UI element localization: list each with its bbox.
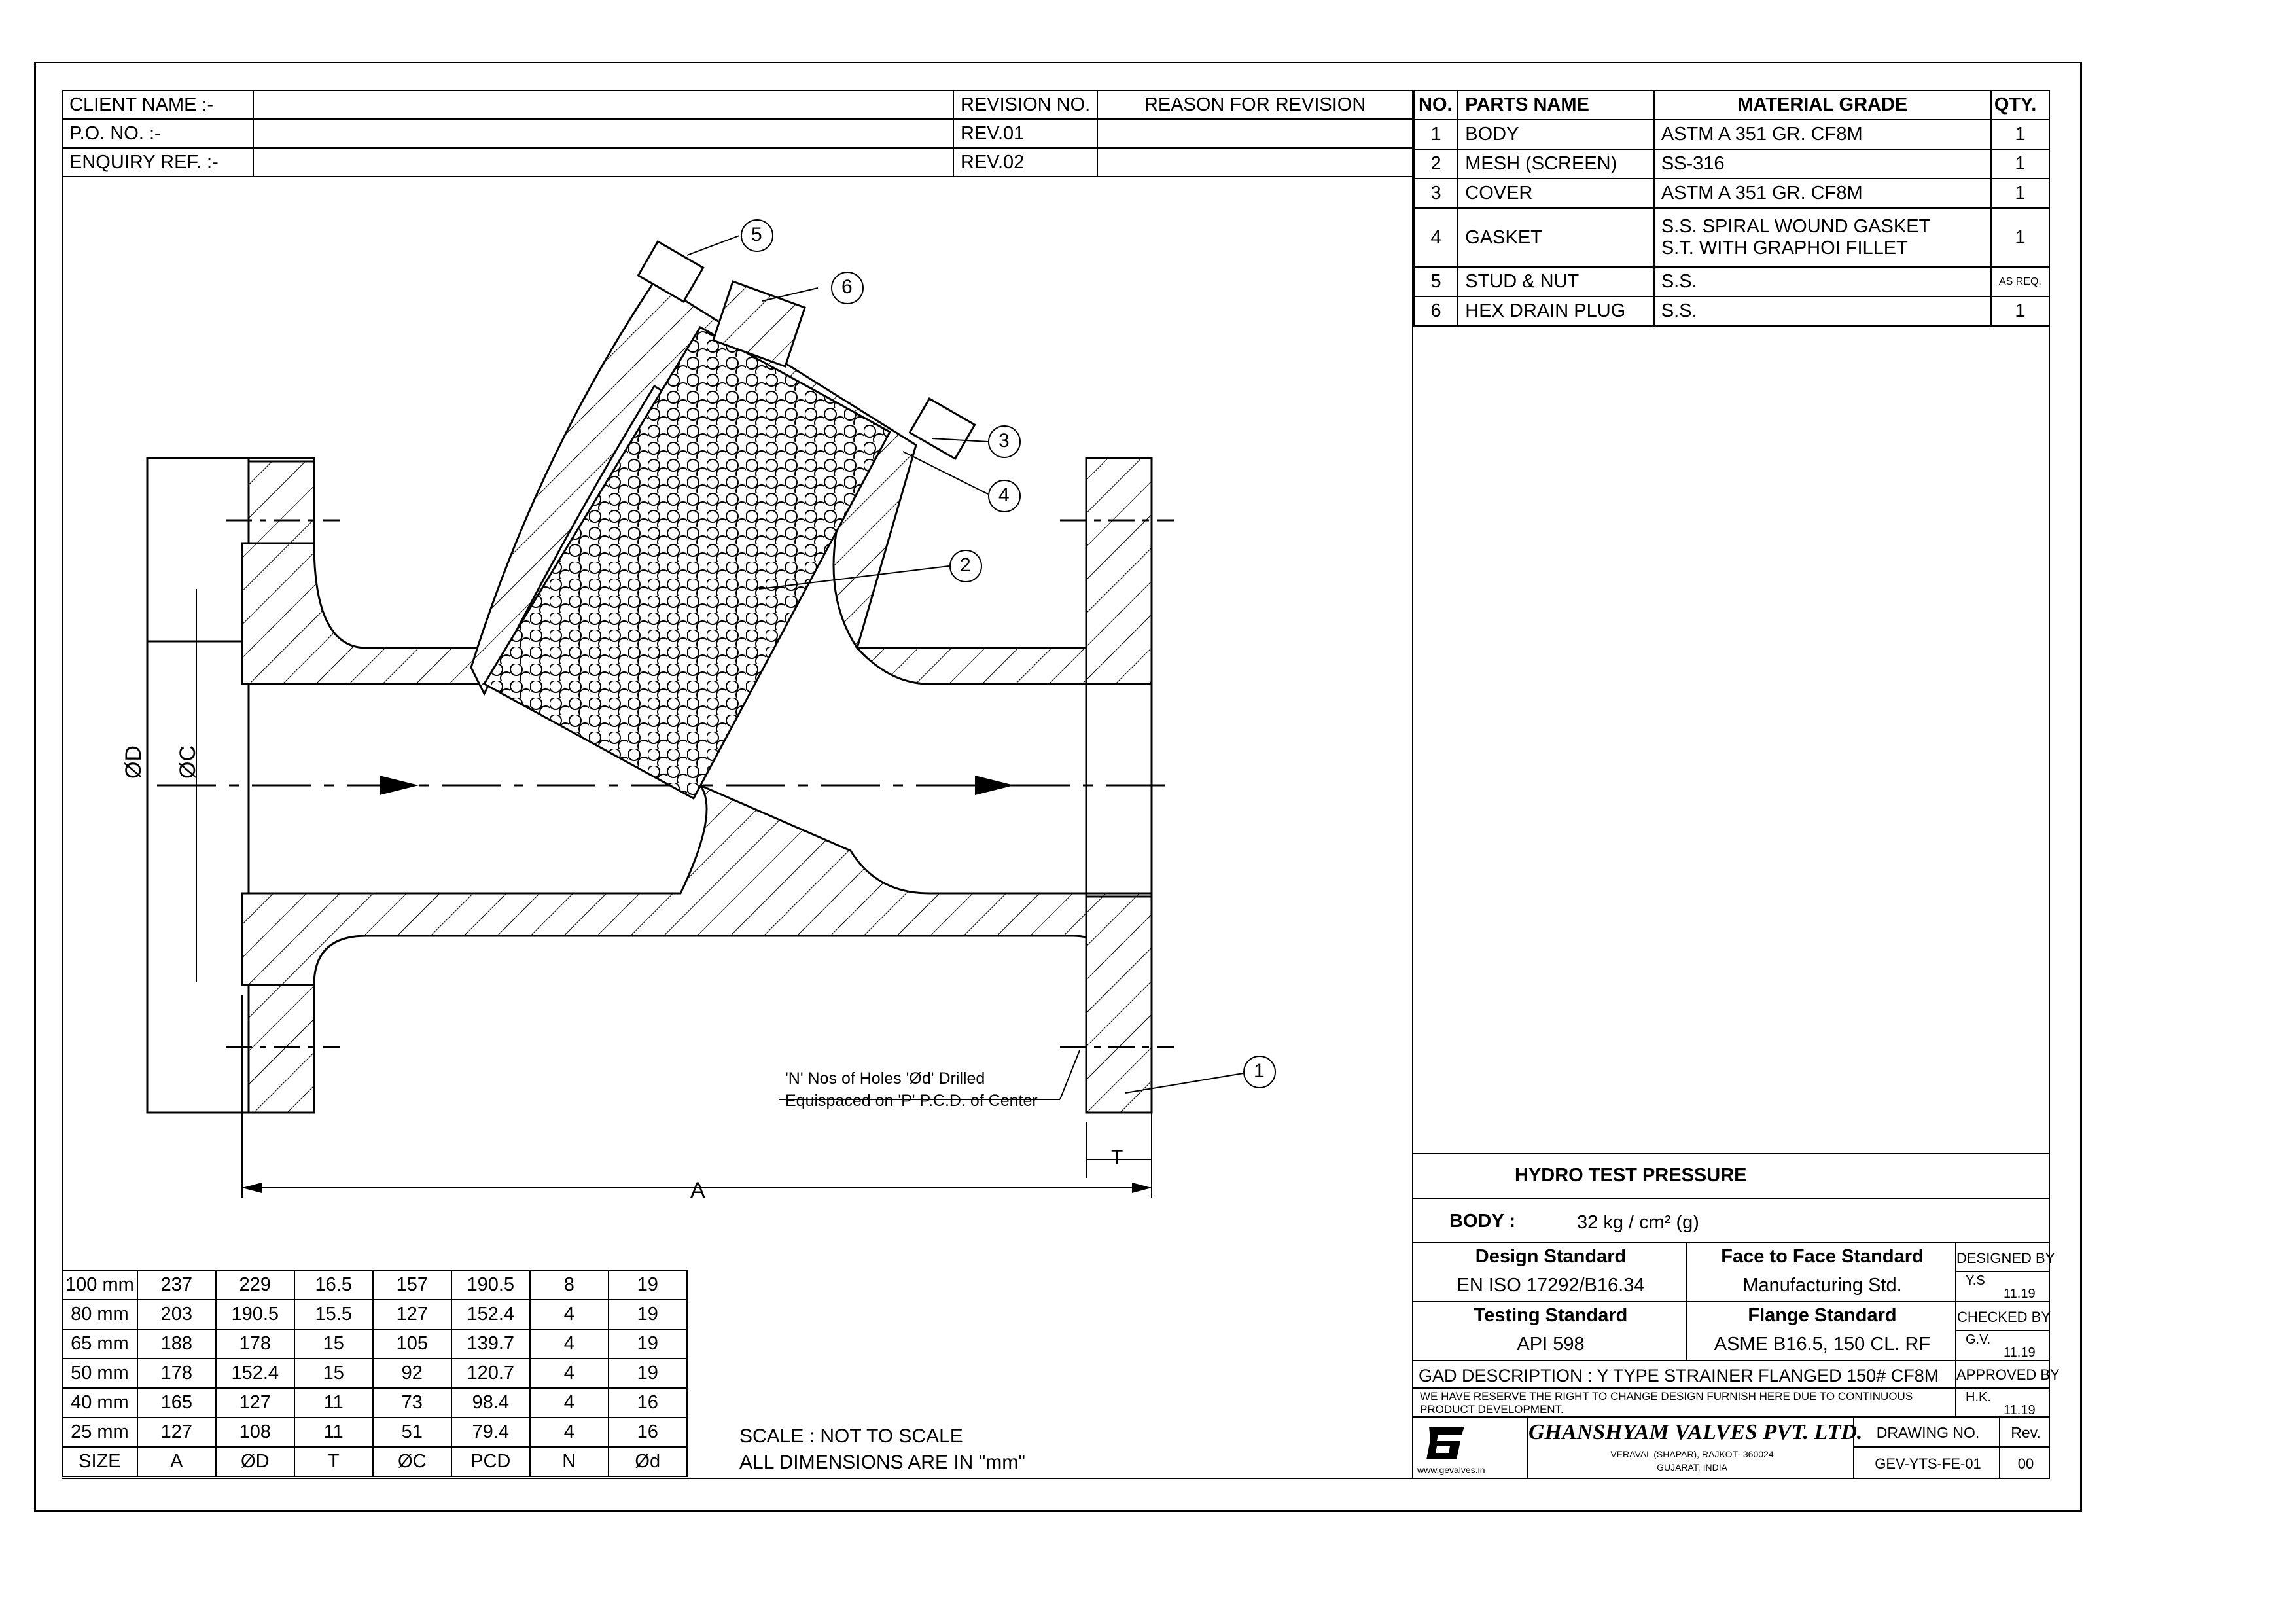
col-no: NO. (1414, 90, 1458, 120)
f2f-box (1686, 1242, 1956, 1302)
rev2-label: REV.02 (953, 148, 1097, 177)
t-cell: 11 (294, 1388, 373, 1418)
col-pcd: PCD (451, 1447, 530, 1476)
callout-3: 3 (998, 430, 1010, 452)
table-row (62, 1388, 687, 1418)
col-material: MATERIAL GRADE (1654, 90, 1991, 120)
table-row (1414, 208, 2049, 267)
t-cell: 15 (294, 1329, 373, 1359)
flange-label: Flange Standard (1748, 1305, 1897, 1326)
part-no: 5 (1414, 267, 1458, 296)
part-material: ASTM A 351 GR. CF8M (1654, 120, 1991, 149)
reason-label: REASON FOR REVISION (1097, 90, 1413, 119)
a-cell: 237 (137, 1270, 216, 1300)
drawing-no: GEV-YTS-FE-01 (1875, 1455, 1981, 1472)
size-cell: 25 mm (62, 1418, 137, 1447)
reserve-note: WE HAVE RESERVE THE RIGHT TO CHANGE DESIGN FURNISH HERE DUE TO CONTINUOUS PRODUCT DEVELOPMENT. (1420, 1390, 1913, 1416)
parts-table (1413, 90, 2050, 327)
client-name-label: CLIENT NAME :- (62, 90, 253, 119)
designed-by-box (1955, 1271, 2050, 1302)
n-cell: 4 (530, 1388, 609, 1418)
rev1-label: REV.01 (953, 119, 1097, 148)
hole-dia-cell: 19 (609, 1300, 687, 1329)
n-cell: 4 (530, 1418, 609, 1447)
part-qty: AS REQ. (1991, 267, 2049, 296)
a-cell: 165 (137, 1388, 216, 1418)
col-parts-name: PARTS NAME (1458, 90, 1654, 120)
hydro-title: HYDRO TEST PRESSURE (1515, 1165, 1747, 1186)
part-material-line2: S.T. WITH GRAPHOI FILLET (1661, 238, 1908, 259)
checked-by-box (1955, 1330, 2050, 1361)
oc-cell: 51 (373, 1418, 451, 1447)
od-cell: 127 (216, 1388, 294, 1418)
rev-value-box (1999, 1446, 2050, 1479)
lower-body-wall (242, 785, 1152, 985)
bottom-line (62, 1478, 1413, 1479)
testing-std-box (1412, 1301, 1687, 1361)
checked-by-label-box (1955, 1301, 2050, 1331)
pcd-cell: 79.4 (451, 1418, 530, 1447)
rev-label: Rev. (2011, 1424, 2041, 1441)
a-cell: 188 (137, 1329, 216, 1359)
enquiry-label: ENQUIRY REF. :- (62, 148, 253, 177)
n-cell: 8 (530, 1270, 609, 1300)
table-row (62, 1270, 687, 1300)
callout-4: 4 (998, 484, 1010, 506)
n-cell: 4 (530, 1329, 609, 1359)
pcd-cell: 152.4 (451, 1300, 530, 1329)
size-cell: 65 mm (62, 1329, 137, 1359)
col-hole-dia: Ød (609, 1447, 687, 1476)
rev-value: 00 (2017, 1455, 2034, 1472)
body-label: BODY : (1449, 1211, 1515, 1232)
approved-date: 11.19 (2004, 1403, 2036, 1418)
part-name: GASKET (1458, 208, 1654, 267)
table-row (1414, 149, 2049, 179)
designed-by-label-box (1955, 1242, 2055, 1272)
stud-nut-right (910, 399, 974, 459)
callout-6: 6 (841, 276, 853, 298)
flange-value: ASME B16.5, 150 CL. RF (1714, 1334, 1931, 1355)
part-material-line1: S.S. SPIRAL WOUND GASKET (1661, 216, 1931, 237)
reserve-box (1412, 1387, 1956, 1418)
part-qty: 1 (1991, 208, 2049, 267)
part-material: ASTM A 351 GR. CF8M (1654, 179, 1991, 208)
scale-note: SCALE : NOT TO SCALE (739, 1425, 963, 1447)
website: www.gevalves.in (1417, 1465, 1485, 1475)
t-cell: 11 (294, 1418, 373, 1447)
part-material: S.S. (1654, 296, 1991, 326)
approved-by-label: APPROVED BY (1956, 1366, 2060, 1383)
oc-cell: 92 (373, 1359, 451, 1388)
part-material (1654, 208, 1991, 267)
callout-5: 5 (751, 224, 762, 245)
f2f-value: Manufacturing Std. (1742, 1275, 1902, 1296)
f2f-label: Face to Face Standard (1721, 1246, 1924, 1267)
company-box (1527, 1416, 1863, 1479)
od-cell: 229 (216, 1270, 294, 1300)
hole-dia-cell: 19 (609, 1359, 687, 1388)
table-row (62, 1418, 687, 1447)
testing-label: Testing Standard (1474, 1305, 1628, 1326)
rev-label-box (1999, 1416, 2050, 1448)
col-od: ØD (216, 1447, 294, 1476)
design-std-value: EN ISO 17292/B16.34 (1457, 1275, 1645, 1296)
size-cell: 100 mm (62, 1270, 137, 1300)
callout-2: 2 (960, 554, 971, 576)
approved-by-box (1955, 1387, 2050, 1418)
address-line1: VERAVAL (SHAPAR), RAJKOT- 360024 (1610, 1449, 1774, 1459)
od-cell: 152.4 (216, 1359, 294, 1388)
pcd-cell: 139.7 (451, 1329, 530, 1359)
col-a: A (137, 1447, 216, 1476)
od-cell: 190.5 (216, 1300, 294, 1329)
design-std-label: Design Standard (1475, 1246, 1627, 1267)
od-cell: 108 (216, 1418, 294, 1447)
a-cell: 203 (137, 1300, 216, 1329)
company-name: GHANSHYAM VALVES PVT. LTD. (1528, 1420, 1863, 1444)
t-cell: 15 (294, 1359, 373, 1388)
hole-note-line1: 'N' Nos of Holes 'Ød' Drilled (785, 1069, 985, 1088)
part-no: 3 (1414, 179, 1458, 208)
part-material: SS-316 (1654, 149, 1991, 179)
size-cell: 40 mm (62, 1388, 137, 1418)
part-no: 1 (1414, 120, 1458, 149)
part-qty: 1 (1991, 179, 2049, 208)
col-size: SIZE (62, 1447, 137, 1476)
table-header-row (62, 1447, 687, 1476)
flange-std-box (1686, 1301, 1956, 1361)
oc-cell: 127 (373, 1300, 451, 1329)
dimensions-note: ALL DIMENSIONS ARE IN "mm" (739, 1452, 1025, 1473)
gad-description: GAD DESCRIPTION : Y TYPE STRAINER FLANGED 150# CF8M (1419, 1366, 1939, 1385)
hole-dia-cell: 19 (609, 1329, 687, 1359)
dim-od: ØD (121, 745, 146, 779)
part-no: 4 (1414, 208, 1458, 267)
t-cell: 16.5 (294, 1270, 373, 1300)
body-value: 32 kg / cm² (g) (1577, 1212, 1699, 1233)
revision-no-label: REVISION NO. (953, 90, 1097, 119)
part-name: MESH (SCREEN) (1458, 149, 1654, 179)
oc-cell: 105 (373, 1329, 451, 1359)
dim-t: T (1111, 1147, 1123, 1168)
flow-arrow-right (975, 776, 1014, 795)
n-cell: 4 (530, 1300, 609, 1329)
approved-by: H.K. (1966, 1390, 1991, 1404)
col-t: T (294, 1447, 373, 1476)
po-label: P.O. NO. :- (62, 119, 253, 148)
testing-value: API 598 (1517, 1334, 1585, 1355)
hydro-title-box (1412, 1153, 2050, 1199)
part-name: STUD & NUT (1458, 267, 1654, 296)
a-cell: 127 (137, 1418, 216, 1447)
part-no: 6 (1414, 296, 1458, 326)
table-row (1414, 120, 2049, 149)
part-no: 2 (1414, 149, 1458, 179)
body-pressure-box (1412, 1198, 2050, 1243)
part-qty: 1 (1991, 149, 2049, 179)
size-cell: 50 mm (62, 1359, 137, 1388)
flow-arrow-left (380, 776, 419, 795)
table-row (62, 1329, 687, 1359)
drawing-no-label: DRAWING NO. (1876, 1424, 1980, 1441)
designed-by-label: DESIGNED BY (1956, 1250, 2055, 1266)
right-border (2049, 325, 2050, 1154)
sizes-table (62, 1270, 688, 1477)
table-row (1414, 267, 2049, 296)
dim-oc: ØC (175, 745, 200, 779)
part-name: COVER (1458, 179, 1654, 208)
callout-1: 1 (1254, 1060, 1265, 1082)
checked-date: 11.19 (2004, 1346, 2036, 1360)
pcd-cell: 120.7 (451, 1359, 530, 1388)
checked-by: G.V. (1966, 1332, 1991, 1347)
designed-by: Y.S (1966, 1274, 1985, 1288)
col-oc: ØC (373, 1447, 451, 1476)
right-flange (1086, 458, 1152, 684)
oc-cell: 157 (373, 1270, 451, 1300)
pcd-cell: 190.5 (451, 1270, 530, 1300)
n-cell: 4 (530, 1359, 609, 1388)
table-row (1414, 296, 2049, 326)
designed-date: 11.19 (2004, 1287, 2036, 1301)
hole-dia-cell: 19 (609, 1270, 687, 1300)
size-cell: 80 mm (62, 1300, 137, 1329)
oc-cell: 73 (373, 1388, 451, 1418)
upper-body-wall (242, 543, 510, 684)
hole-dia-cell: 16 (609, 1388, 687, 1418)
approved-by-label-box (1955, 1360, 2060, 1389)
dim-a: A (690, 1178, 705, 1203)
checked-by-label: CHECKED BY (1956, 1309, 2051, 1325)
t-cell: 15.5 (294, 1300, 373, 1329)
drawing-no-box (1853, 1446, 2000, 1479)
address-line2: GUJARAT, INDIA (1657, 1462, 1727, 1472)
logo-box (1412, 1416, 1528, 1479)
company-logo-icon (1424, 1423, 1470, 1462)
design-std-box (1412, 1242, 1687, 1302)
od-cell: 178 (216, 1329, 294, 1359)
part-name: HEX DRAIN PLUG (1458, 296, 1654, 326)
table-row (62, 1300, 687, 1329)
drawing-no-label-box (1853, 1416, 2000, 1448)
hole-dia-cell: 16 (609, 1418, 687, 1447)
part-material: S.S. (1654, 267, 1991, 296)
part-name: BODY (1458, 120, 1654, 149)
part-qty: 1 (1991, 120, 2049, 149)
table-row (62, 1359, 687, 1388)
table-row (1414, 179, 2049, 208)
part-qty: 1 (1991, 296, 2049, 326)
col-n: N (530, 1447, 609, 1476)
hole-note-line2: Equispaced on 'P' P.C.D. of Center (785, 1092, 1038, 1110)
col-qty: QTY. (1991, 90, 2049, 120)
pcd-cell: 98.4 (451, 1388, 530, 1418)
gad-box (1412, 1360, 1956, 1389)
a-cell: 178 (137, 1359, 216, 1388)
strainer-drawing (0, 0, 1413, 1276)
